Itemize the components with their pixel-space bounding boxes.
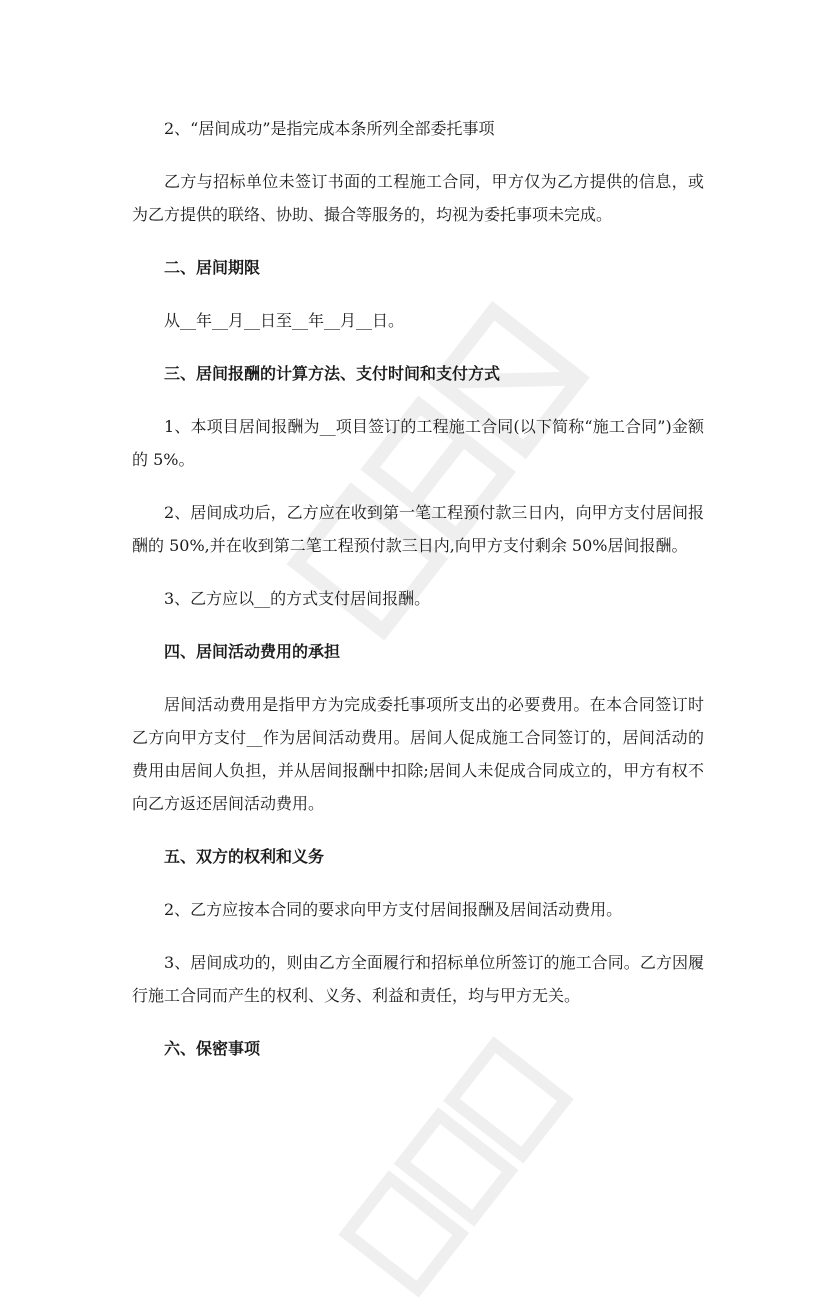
section-heading: 三、居间报酬的计算方法、支付时间和支付方式 [164,364,501,383]
section-heading: 二、居间期限 [164,258,261,277]
section-heading: 六、保密事项 [164,1039,261,1058]
clause-paragraph: 2、乙方应按本合同的要求向甲方支付居间报酬及居间活动费用。 [164,900,623,919]
clause-paragraph: 3、居间成功的，则由乙方全面履行和招标单位所签订的施工合同。乙方因履行施工合同而产生的权利、义务、利益和责任，均与甲方无关。 [132,953,704,1005]
clause-paragraph: 3、乙方应以__的方式支付居间报酬。 [164,589,431,608]
clause-paragraph: 乙方与招标单位未签订书面的工程施工合同，甲方仅为乙方提供的信息，或为乙方提供的联络、协助、撮合等服务的，均视为委托事项未完成。 [132,172,704,224]
clause-paragraph: 1、本项目居间报酬为__项目签订的工程施工合同(以下简称“施工合同”)金额的 5%。 [132,417,704,469]
document-body [132,112,704,1085]
section-heading: 五、双方的权利和义务 [164,847,325,866]
clause-paragraph: 居间活动费用是指甲方为完成委托事项所支出的必要费用。在本合同签订时乙方向甲方支付__作为居间活动费用。居间人促成施工合同签订的，居间活动的费用由居间人负担，并从居间报酬中扣除;居间人未促成合同成立的，甲方有权不向乙方返还居间活动费用。 [132,695,704,813]
section-heading: 四、居间活动费用的承担 [164,642,341,661]
clause-paragraph: 从__年__月__日至__年__月__日。 [164,311,405,330]
clause-paragraph: 2、居间成功后，乙方应在收到第一笔工程预付款三日内，向甲方支付居间报酬的 50%,并在收到第二笔工程预付款三日内,向甲方支付剩余 50%居间报酬。 [132,503,704,555]
clause-paragraph: 2、“居间成功”是指完成本条所列全部委托事项 [164,119,495,138]
